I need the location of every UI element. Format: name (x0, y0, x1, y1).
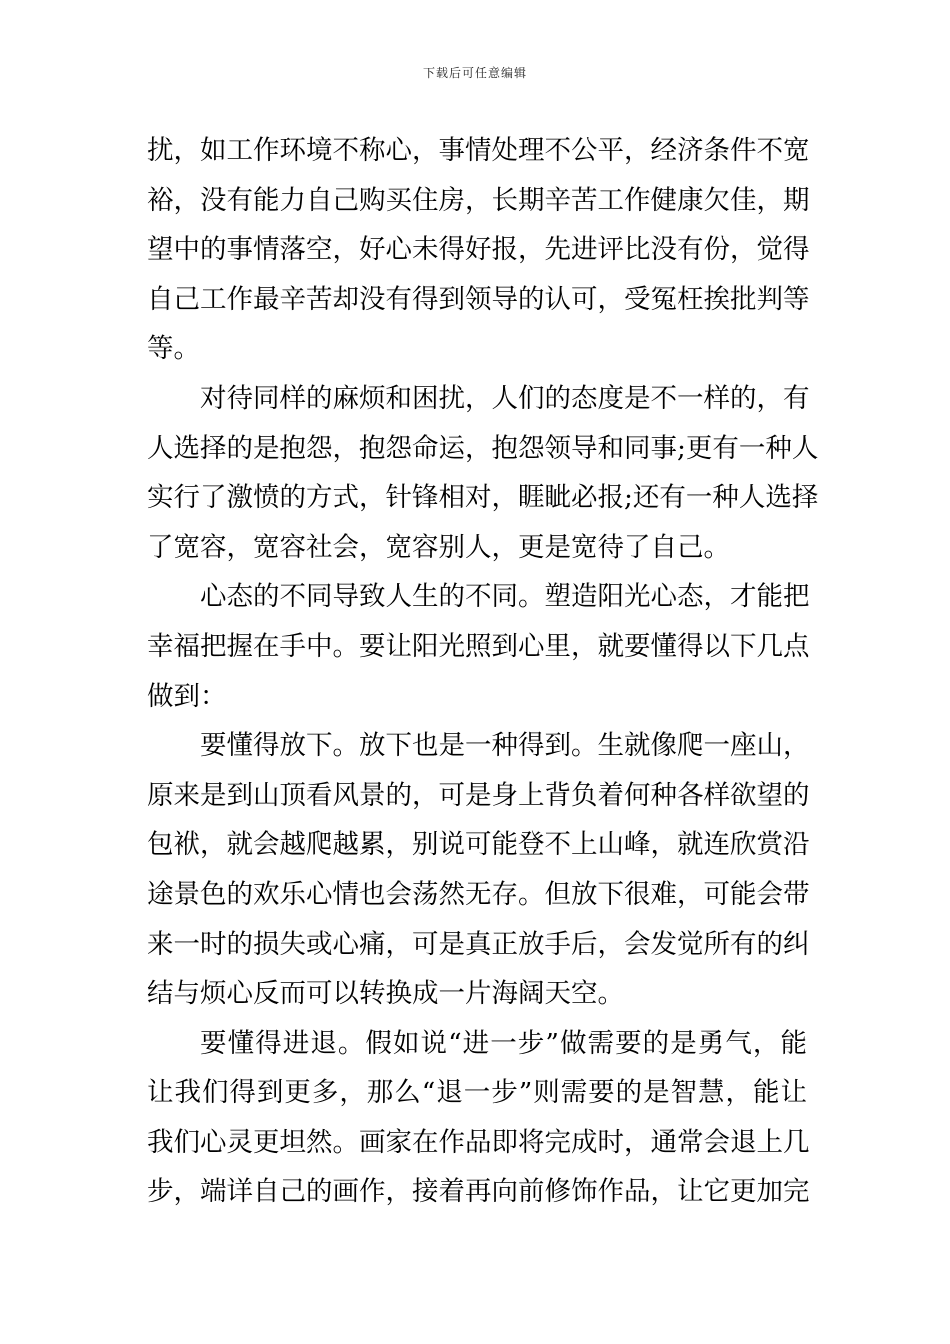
text-line: 要懂得进退。假如说“进一步”做需要的是勇气，能 (200, 1027, 807, 1059)
text-line: 了宽容，宽容社会，宽容别人，更是宽待了自己。 (147, 531, 730, 563)
text-line: 自己工作最辛苦却没有得到领导的认可，受冤枉挨批判等 (147, 283, 810, 315)
text-line: 做到： (147, 680, 227, 712)
document-body (147, 126, 819, 1217)
text-line: 望中的事情落空，好心未得好报，先进评比没有份，觉得 (147, 234, 810, 266)
text-line: 心态的不同导致人生的不同。塑造阳光心态，才能把 (200, 581, 810, 613)
text-line: 原来是到山顶看风景的，可是身上背负着何种各样欲望的 (147, 779, 810, 811)
text-line: 来一时的损失或心痛，可是真正放手后，会发觉所有的纠 (147, 928, 810, 960)
text-line: 包袱，就会越爬越累，别说可能登不上山峰，就连欣赏沿 (147, 829, 810, 861)
text-line: 让我们得到更多，那么“退一步”则需要的是智慧，能让 (147, 1077, 807, 1109)
paragraph (147, 1019, 810, 1217)
text-line: 结与烦心反而可以转换成一片海阔天空。 (147, 978, 624, 1010)
text-line: 途景色的欢乐心情也会荡然无存。但放下很难，可能会带 (147, 878, 810, 910)
text-line: 对待同样的麻烦和困扰，人们的态度是不一样的，有 (200, 382, 810, 414)
header-note: 下载后可任意编辑 (422, 66, 527, 80)
text-line: 等。 (147, 333, 200, 365)
paragraph (147, 721, 810, 1019)
text-line: 实行了激愤的方式，针锋相对，睚眦必报;还有一种人选择 (147, 482, 819, 514)
text-line: 人选择的是抱怨，抱怨命运，抱怨领导和同事;更有一种人 (147, 432, 819, 464)
text-line: 裕，没有能力自己购买住房，长期辛苦工作健康欠佳，期 (147, 184, 810, 216)
paragraph (147, 572, 810, 721)
text-line: 要懂得放下。放下也是一种得到。生就像爬一座山， (200, 730, 810, 762)
text-line: 我们心灵更坦然。画家在作品即将完成时，通常会退上几 (147, 1126, 810, 1158)
text-line: 扰，如工作环境不称心，事情处理不公平，经济条件不宽 (147, 135, 810, 166)
paragraph (147, 374, 819, 572)
paragraph (147, 126, 810, 374)
text-line: 幸福把握在手中。要让阳光照到心里，就要懂得以下几点 (147, 630, 810, 662)
text-line: 步，端详自己的画作，接着再向前修饰作品，让它更加完 (147, 1176, 810, 1208)
